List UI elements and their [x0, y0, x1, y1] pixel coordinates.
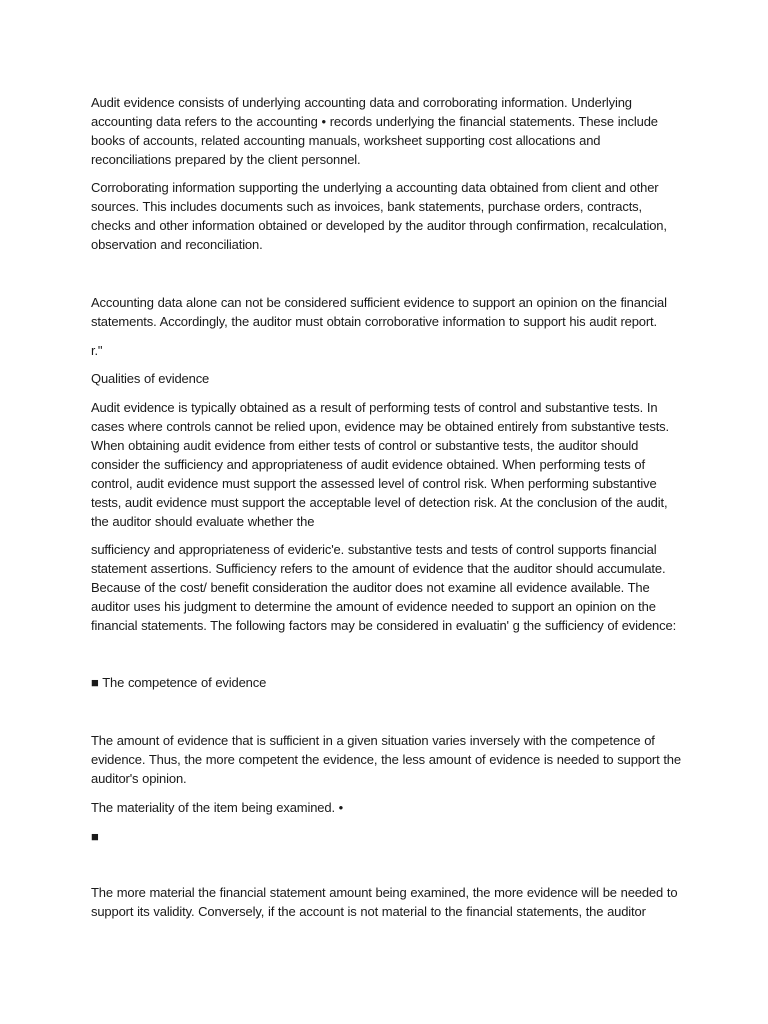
paragraph-tests-of-control: Audit evidence is typically obtained as a result of performing tests of control and substantive tests. In cases where controls cannot be relied upon, evidence may be obtained entirely from substantive tests. When obtaining audit evidence from either tests of control or substantive tests, the auditor should consider the sufficiency and appropriateness of audit evidence obtained. When performing tests of control, audit evidence must support the assessed level of control risk. When performing substantive tests, audit evidence must support the acceptable level of detection risk. At the conclusion of the audit, the auditor should evaluate whether the — [91, 400, 669, 529]
bullet-competence-of-evidence: ■ The competence of evidence — [91, 675, 267, 690]
paragraph-materiality-explanation: The more material the financial statement amount being examined, the more evidence will be needed to support its validity. Conversely, if the account is not material to the financial statements, the auditor — [91, 885, 678, 919]
paragraph-corroborating-information: Corroborating information supporting the underlying a accounting data obtained from client and other sources. This includes documents such as invoices, bank statements, purchase orders, contracts, checks and other information obtained or developed by the auditor through confirmation, recalculation, observation and reconciliation. — [91, 180, 667, 252]
paragraph-audit-evidence-definition: Audit evidence consists of underlying accounting data and corroborating information. Underlying accounting data refers to the accounting • records underlying the financial statements. These include books of accounts, related accounting manuals, worksheet supporting cost allocations and reconciliations prepared by the client personnel. — [91, 95, 658, 167]
paragraph-sufficiency: sufficiency and appropriateness of evideric'e. substantive tests and tests of control supports financial statement assertions. Sufficiency refers to the amount of evidence that the auditor should accumulate. Because of the cost/ benefit consideration the auditor does not examine all evidence available. The auditor uses his judgment to determine the amount of evidence needed to support an opinion on the financial statements. The following factors may be considered in evaluatin' g the sufficiency of evidence: — [91, 542, 677, 633]
paragraph-accounting-data-alone: Accounting data alone can not be considered sufficient evidence to support an opinion on the financial statements. Accordingly, the auditor must obtain corroborative information to support his audit report. — [91, 295, 667, 329]
item-materiality: The materiality of the item being examined. • — [91, 800, 344, 815]
stray-text-fragment: r." — [91, 343, 103, 358]
bullet-marker: ■ — [91, 829, 99, 844]
heading-qualities-of-evidence: Qualities of evidence — [91, 371, 210, 386]
paragraph-competence-explanation: The amount of evidence that is sufficient in a given situation varies inversely with the competence of evidence. Thus, the more competent the evidence, the less amount of evidence is needed to support the auditor's opinion. — [91, 733, 681, 786]
